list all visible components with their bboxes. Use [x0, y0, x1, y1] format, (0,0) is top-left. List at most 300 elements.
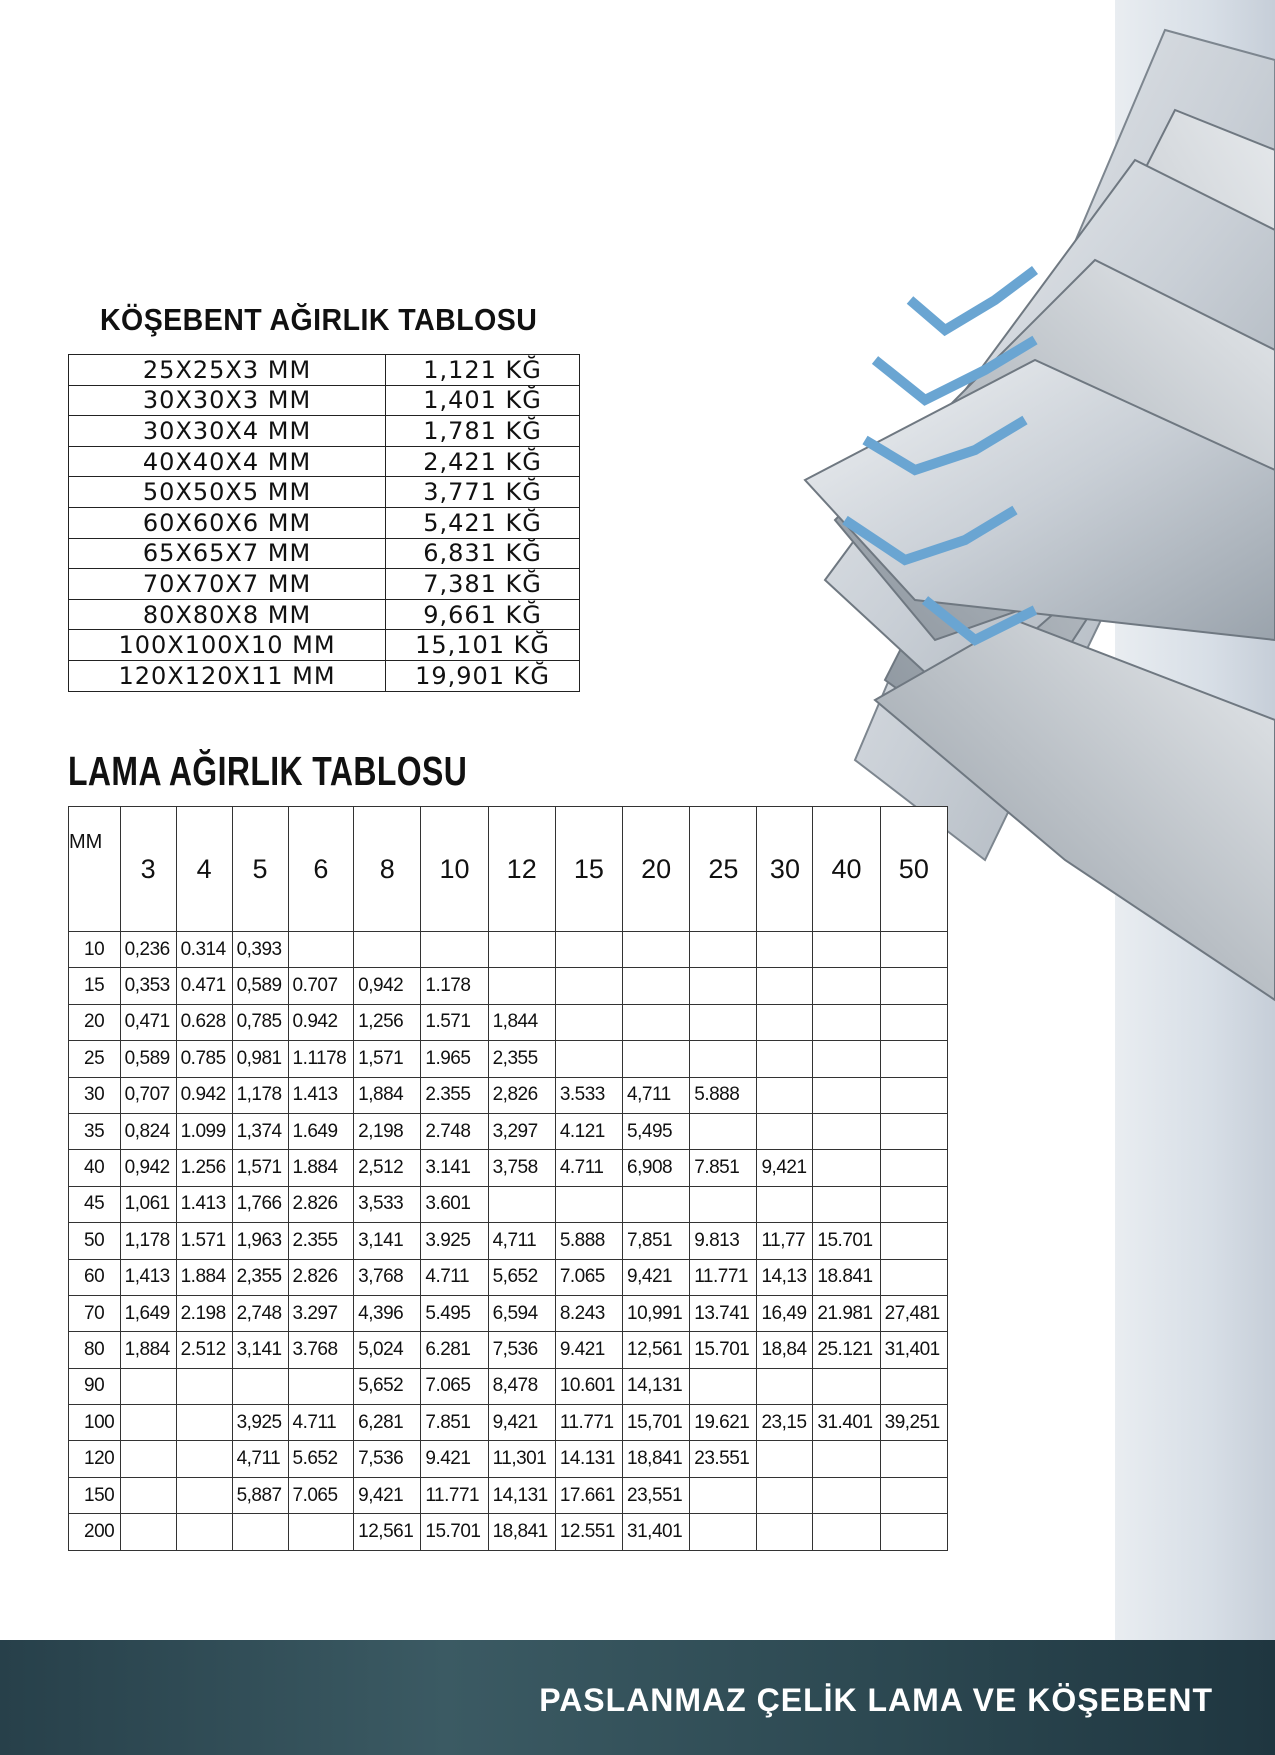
- lama-value-cell: 13.741: [690, 1295, 757, 1331]
- lama-value-cell: [120, 1405, 176, 1441]
- lama-value-cell: 2.748: [421, 1113, 488, 1149]
- lama-row: [69, 1004, 948, 1040]
- lama-value-cell: 3,768: [354, 1259, 421, 1295]
- lama-value-cell: 7.065: [421, 1368, 488, 1404]
- lama-value-cell: 0,353: [120, 968, 176, 1004]
- lama-value-cell: 18.841: [813, 1259, 880, 1295]
- lama-value-cell: 2,748: [232, 1295, 288, 1331]
- lama-value-cell: [757, 1186, 813, 1222]
- lama-value-cell: 0.628: [176, 1004, 232, 1040]
- lama-value-cell: 9.421: [421, 1441, 488, 1477]
- lama-value-cell: 1.965: [421, 1041, 488, 1077]
- lama-row-label: 70: [69, 1295, 121, 1331]
- lama-value-cell: 7.065: [555, 1259, 622, 1295]
- lama-value-cell: 23,551: [623, 1477, 690, 1513]
- lama-value-cell: [813, 1041, 880, 1077]
- lama-value-cell: 1.413: [288, 1077, 354, 1113]
- lama-value-cell: [176, 1514, 232, 1550]
- kosebent-size-cell: 30X30X3 MM: [69, 385, 386, 416]
- lama-column-header: 4: [176, 807, 232, 932]
- kosebent-weight-cell: 6,831 KĞ: [386, 538, 580, 569]
- lama-row-label: 40: [69, 1150, 121, 1186]
- lama-value-cell: 23,15: [757, 1405, 813, 1441]
- lama-value-cell: [488, 968, 555, 1004]
- lama-value-cell: 18,84: [757, 1332, 813, 1368]
- lama-row-label: 20: [69, 1004, 121, 1040]
- lama-value-cell: 2,198: [354, 1113, 421, 1149]
- lama-column-header: 15: [555, 807, 622, 932]
- lama-value-cell: 23.551: [690, 1441, 757, 1477]
- lama-value-cell: 2,826: [488, 1077, 555, 1113]
- lama-value-cell: [690, 968, 757, 1004]
- lama-value-cell: [813, 932, 880, 968]
- lama-value-cell: [120, 1477, 176, 1513]
- lama-value-cell: 5,495: [623, 1113, 690, 1149]
- lama-value-cell: 1.884: [288, 1150, 354, 1186]
- lama-value-cell: [880, 1113, 947, 1149]
- lama-value-cell: 5.888: [690, 1077, 757, 1113]
- lama-value-cell: 4.121: [555, 1113, 622, 1149]
- kosebent-row: [69, 538, 580, 569]
- lama-value-cell: [690, 1514, 757, 1550]
- lama-value-cell: [813, 1004, 880, 1040]
- kosebent-row: [69, 569, 580, 600]
- kosebent-weight-cell: 1,401 KĞ: [386, 385, 580, 416]
- lama-row-label: 45: [69, 1186, 121, 1222]
- lama-value-cell: [555, 1041, 622, 1077]
- kosebent-weight-cell: 3,771 KĞ: [386, 477, 580, 508]
- kosebent-row: [69, 416, 580, 447]
- lama-value-cell: 3,297: [488, 1113, 555, 1149]
- lama-row: [69, 1368, 948, 1404]
- lama-row-label: 25: [69, 1041, 121, 1077]
- lama-column-header: 5: [232, 807, 288, 932]
- lama-value-cell: [813, 1186, 880, 1222]
- lama-value-cell: 3,925: [232, 1405, 288, 1441]
- kosebent-weight-cell: 2,421 KĞ: [386, 446, 580, 477]
- lama-value-cell: 1.1178: [288, 1041, 354, 1077]
- lama-row: [69, 1041, 948, 1077]
- lama-row: [69, 1223, 948, 1259]
- lama-column-header: 12: [488, 807, 555, 932]
- lama-value-cell: [757, 1368, 813, 1404]
- lama-value-cell: [690, 1186, 757, 1222]
- lama-value-cell: [354, 932, 421, 968]
- lama-value-cell: 15,701: [623, 1405, 690, 1441]
- lama-value-cell: [757, 1041, 813, 1077]
- lama-value-cell: [813, 1150, 880, 1186]
- lama-value-cell: [813, 968, 880, 1004]
- lama-value-cell: [232, 1368, 288, 1404]
- lama-value-cell: 2,512: [354, 1150, 421, 1186]
- lama-value-cell: 5.888: [555, 1223, 622, 1259]
- lama-value-cell: 2.512: [176, 1332, 232, 1368]
- lama-column-header: 30: [757, 807, 813, 932]
- lama-value-cell: [690, 932, 757, 968]
- lama-value-cell: [176, 1441, 232, 1477]
- lama-value-cell: 1.099: [176, 1113, 232, 1149]
- lama-row-label: 120: [69, 1441, 121, 1477]
- lama-value-cell: 14,131: [488, 1477, 555, 1513]
- lama-value-cell: 9,421: [757, 1150, 813, 1186]
- lama-row-label: 200: [69, 1514, 121, 1550]
- lama-value-cell: 1.649: [288, 1113, 354, 1149]
- lama-value-cell: [757, 1077, 813, 1113]
- lama-value-cell: 0,589: [232, 968, 288, 1004]
- lama-value-cell: 0.707: [288, 968, 354, 1004]
- lama-value-cell: 5,024: [354, 1332, 421, 1368]
- lama-value-cell: [288, 1368, 354, 1404]
- lama-value-cell: 11.771: [421, 1477, 488, 1513]
- lama-row: [69, 1077, 948, 1113]
- lama-value-cell: 10.601: [555, 1368, 622, 1404]
- lama-value-cell: [813, 1113, 880, 1149]
- lama-value-cell: [690, 1041, 757, 1077]
- lama-header-row: [69, 807, 948, 932]
- lama-value-cell: 6,594: [488, 1295, 555, 1331]
- lama-value-cell: 8.243: [555, 1295, 622, 1331]
- kosebent-size-cell: 70X70X7 MM: [69, 569, 386, 600]
- lama-value-cell: 16,49: [757, 1295, 813, 1331]
- lama-value-cell: [176, 1477, 232, 1513]
- lama-row: [69, 1150, 948, 1186]
- lama-value-cell: [880, 1223, 947, 1259]
- lama-row-label: 100: [69, 1405, 121, 1441]
- kosebent-size-cell: 80X80X8 MM: [69, 599, 386, 630]
- lama-value-cell: [555, 1004, 622, 1040]
- kosebent-row: [69, 355, 580, 386]
- lama-value-cell: 1,178: [120, 1223, 176, 1259]
- lama-value-cell: 14.131: [555, 1441, 622, 1477]
- lama-column-header: 20: [623, 807, 690, 932]
- lama-value-cell: 3,141: [232, 1332, 288, 1368]
- lama-row-label: 150: [69, 1477, 121, 1513]
- lama-value-cell: [880, 1259, 947, 1295]
- lama-value-cell: 7.851: [690, 1150, 757, 1186]
- lama-value-cell: 2.355: [288, 1223, 354, 1259]
- lama-column-header: 50: [880, 807, 947, 932]
- lama-value-cell: 8,478: [488, 1368, 555, 1404]
- lama-value-cell: 17.661: [555, 1477, 622, 1513]
- lama-value-cell: [880, 932, 947, 968]
- kosebent-weight-cell: 19,901 KĞ: [386, 660, 580, 691]
- lama-value-cell: 1.571: [421, 1004, 488, 1040]
- lama-value-cell: [757, 932, 813, 968]
- lama-value-cell: [757, 1514, 813, 1550]
- lama-value-cell: 0,785: [232, 1004, 288, 1040]
- lama-value-cell: [813, 1441, 880, 1477]
- lama-value-cell: [880, 968, 947, 1004]
- lama-value-cell: 7.065: [288, 1477, 354, 1513]
- lama-value-cell: 11,77: [757, 1223, 813, 1259]
- lama-value-cell: 31.401: [813, 1405, 880, 1441]
- lama-row: [69, 1113, 948, 1149]
- lama-value-cell: 0,589: [120, 1041, 176, 1077]
- lama-value-cell: 15.701: [813, 1223, 880, 1259]
- lama-value-cell: 7.851: [421, 1405, 488, 1441]
- lama-row: [69, 1259, 948, 1295]
- lama-value-cell: [880, 1441, 947, 1477]
- lama-value-cell: 15.701: [421, 1514, 488, 1550]
- lama-value-cell: [176, 1368, 232, 1404]
- lama-value-cell: 4,396: [354, 1295, 421, 1331]
- lama-value-cell: 31,401: [880, 1332, 947, 1368]
- lama-value-cell: [488, 932, 555, 968]
- lama-value-cell: 6,908: [623, 1150, 690, 1186]
- lama-row-label: 15: [69, 968, 121, 1004]
- lama-value-cell: 12,561: [623, 1332, 690, 1368]
- kosebent-size-cell: 65X65X7 MM: [69, 538, 386, 569]
- lama-value-cell: 3,758: [488, 1150, 555, 1186]
- lama-value-cell: 25.121: [813, 1332, 880, 1368]
- lama-value-cell: 7,536: [354, 1441, 421, 1477]
- lama-value-cell: 0,942: [120, 1150, 176, 1186]
- lama-value-cell: 4.711: [288, 1405, 354, 1441]
- lama-value-cell: 3,141: [354, 1223, 421, 1259]
- lama-value-cell: [880, 1368, 947, 1404]
- kosebent-size-cell: 120X120X11 MM: [69, 660, 386, 691]
- lama-row: [69, 968, 948, 1004]
- lama-value-cell: 27,481: [880, 1295, 947, 1331]
- lama-value-cell: [690, 1368, 757, 1404]
- lama-value-cell: 11.771: [690, 1259, 757, 1295]
- lama-value-cell: 4,711: [623, 1077, 690, 1113]
- lama-value-cell: 15.701: [690, 1332, 757, 1368]
- lama-value-cell: 0.942: [288, 1004, 354, 1040]
- lama-value-cell: [813, 1368, 880, 1404]
- lama-value-cell: 1.884: [176, 1259, 232, 1295]
- kosebent-row: [69, 446, 580, 477]
- kosebent-row: [69, 477, 580, 508]
- lama-row-label: 10: [69, 932, 121, 968]
- lama-row: [69, 1405, 948, 1441]
- lama-value-cell: [623, 932, 690, 968]
- lama-value-cell: 7,851: [623, 1223, 690, 1259]
- lama-value-cell: 3.533: [555, 1077, 622, 1113]
- lama-value-cell: 1.256: [176, 1150, 232, 1186]
- lama-value-cell: [555, 1186, 622, 1222]
- lama-column-header: 8: [354, 807, 421, 932]
- lama-value-cell: 12,561: [354, 1514, 421, 1550]
- lama-column-header: 3: [120, 807, 176, 932]
- lama-value-cell: 5.495: [421, 1295, 488, 1331]
- lama-value-cell: 2.198: [176, 1295, 232, 1331]
- lama-value-cell: 18,841: [623, 1441, 690, 1477]
- lama-value-cell: 3.297: [288, 1295, 354, 1331]
- lama-row-label: 30: [69, 1077, 121, 1113]
- lama-value-cell: 11,301: [488, 1441, 555, 1477]
- lama-value-cell: 0,942: [354, 968, 421, 1004]
- lama-value-cell: 1,571: [232, 1150, 288, 1186]
- lama-value-cell: [880, 1186, 947, 1222]
- lama-value-cell: [757, 1004, 813, 1040]
- lama-value-cell: 9.813: [690, 1223, 757, 1259]
- lama-value-cell: [421, 932, 488, 968]
- lama-value-cell: 9,421: [354, 1477, 421, 1513]
- lama-value-cell: [690, 1113, 757, 1149]
- lama-value-cell: 5,652: [488, 1259, 555, 1295]
- kosebent-weight-cell: 1,121 KĞ: [386, 355, 580, 386]
- lama-value-cell: 1.571: [176, 1223, 232, 1259]
- lama-value-cell: [880, 1077, 947, 1113]
- lama-value-cell: [880, 1150, 947, 1186]
- lama-row: [69, 1477, 948, 1513]
- lama-row-label: 50: [69, 1223, 121, 1259]
- kosebent-size-cell: 40X40X4 MM: [69, 446, 386, 477]
- lama-value-cell: [757, 1113, 813, 1149]
- lama-value-cell: [813, 1077, 880, 1113]
- lama-value-cell: 14,131: [623, 1368, 690, 1404]
- lama-value-cell: [232, 1514, 288, 1550]
- lama-value-cell: 0,824: [120, 1113, 176, 1149]
- lama-value-cell: [880, 1004, 947, 1040]
- lama-value-cell: 9.421: [555, 1332, 622, 1368]
- lama-value-cell: 19.621: [690, 1405, 757, 1441]
- kosebent-size-cell: 60X60X6 MM: [69, 507, 386, 538]
- lama-value-cell: 5.652: [288, 1441, 354, 1477]
- lama-value-cell: 1,413: [120, 1259, 176, 1295]
- lama-value-cell: [623, 1186, 690, 1222]
- lama-value-cell: 1,571: [354, 1041, 421, 1077]
- lama-value-cell: 4,711: [488, 1223, 555, 1259]
- lama-value-cell: [555, 932, 622, 968]
- lama-row-label: 60: [69, 1259, 121, 1295]
- lama-row-label: 80: [69, 1332, 121, 1368]
- lama-value-cell: [288, 932, 354, 968]
- lama-corner-label: MM: [69, 807, 121, 932]
- kosebent-weight-cell: 1,781 KĞ: [386, 416, 580, 447]
- lama-value-cell: [757, 968, 813, 1004]
- lama-value-cell: 0,471: [120, 1004, 176, 1040]
- kosebent-title: KÖŞEBENT AĞIRLIK TABLOSU: [100, 302, 538, 337]
- lama-value-cell: [880, 1477, 947, 1513]
- lama-value-cell: 0,236: [120, 932, 176, 968]
- lama-value-cell: 2.826: [288, 1186, 354, 1222]
- lama-column-header: 10: [421, 807, 488, 932]
- lama-value-cell: 6,281: [354, 1405, 421, 1441]
- kosebent-row: [69, 630, 580, 661]
- lama-value-cell: 4.711: [421, 1259, 488, 1295]
- lama-value-cell: [488, 1186, 555, 1222]
- lama-value-cell: 0.314: [176, 932, 232, 968]
- lama-value-cell: 14,13: [757, 1259, 813, 1295]
- kosebent-row: [69, 507, 580, 538]
- lama-row-label: 35: [69, 1113, 121, 1149]
- lama-row: [69, 1186, 948, 1222]
- lama-value-cell: 2.826: [288, 1259, 354, 1295]
- lama-row-label: 90: [69, 1368, 121, 1404]
- lama-value-cell: [555, 968, 622, 1004]
- lama-value-cell: 1,884: [120, 1332, 176, 1368]
- lama-value-cell: 0.942: [176, 1077, 232, 1113]
- lama-column-header: 6: [288, 807, 354, 932]
- lama-title: LAMA AĞIRLIK TABLOSU: [68, 748, 468, 794]
- lama-value-cell: 9,421: [488, 1405, 555, 1441]
- lama-value-cell: 12.551: [555, 1514, 622, 1550]
- lama-column-header: 25: [690, 807, 757, 932]
- lama-value-cell: [120, 1441, 176, 1477]
- lama-value-cell: [690, 1477, 757, 1513]
- lama-column-header: 40: [813, 807, 880, 932]
- lama-value-cell: 5,652: [354, 1368, 421, 1404]
- lama-value-cell: 2,355: [232, 1259, 288, 1295]
- kosebent-row: [69, 660, 580, 691]
- lama-value-cell: [880, 1041, 947, 1077]
- kosebent-weight-cell: 5,421 KĞ: [386, 507, 580, 538]
- lama-value-cell: [120, 1514, 176, 1550]
- lama-value-cell: 4,711: [232, 1441, 288, 1477]
- lama-value-cell: [288, 1514, 354, 1550]
- lama-weight-table: [68, 806, 948, 1551]
- lama-value-cell: [176, 1405, 232, 1441]
- lama-value-cell: 1,374: [232, 1113, 288, 1149]
- lama-row: [69, 1514, 948, 1550]
- lama-value-cell: 0,393: [232, 932, 288, 968]
- kosebent-size-cell: 100X100X10 MM: [69, 630, 386, 661]
- lama-value-cell: 1,963: [232, 1223, 288, 1259]
- lama-value-cell: 2,355: [488, 1041, 555, 1077]
- lama-value-cell: 1,061: [120, 1186, 176, 1222]
- lama-value-cell: 39,251: [880, 1405, 947, 1441]
- lama-value-cell: 4.711: [555, 1150, 622, 1186]
- kosebent-weight-cell: 7,381 KĞ: [386, 569, 580, 600]
- lama-row: [69, 1332, 948, 1368]
- lama-value-cell: [623, 1041, 690, 1077]
- kosebent-size-cell: 30X30X4 MM: [69, 416, 386, 447]
- footer-title: PASLANMAZ ÇELİK LAMA VE KÖŞEBENT: [539, 1682, 1213, 1718]
- lama-value-cell: 3.601: [421, 1186, 488, 1222]
- lama-value-cell: [813, 1514, 880, 1550]
- lama-value-cell: [880, 1514, 947, 1550]
- kosebent-weight-cell: 9,661 KĞ: [386, 599, 580, 630]
- lama-value-cell: [623, 968, 690, 1004]
- lama-row: [69, 1441, 948, 1477]
- lama-value-cell: 2.355: [421, 1077, 488, 1113]
- lama-value-cell: 1,766: [232, 1186, 288, 1222]
- kosebent-size-cell: 50X50X5 MM: [69, 477, 386, 508]
- lama-value-cell: 21.981: [813, 1295, 880, 1331]
- lama-value-cell: 18,841: [488, 1514, 555, 1550]
- lama-value-cell: 1,256: [354, 1004, 421, 1040]
- lama-value-cell: [120, 1368, 176, 1404]
- lama-value-cell: 11.771: [555, 1405, 622, 1441]
- lama-value-cell: 10,991: [623, 1295, 690, 1331]
- lama-value-cell: 3.768: [288, 1332, 354, 1368]
- lama-row: [69, 932, 948, 968]
- lama-value-cell: [757, 1477, 813, 1513]
- lama-value-cell: 1.413: [176, 1186, 232, 1222]
- kosebent-size-cell: 25X25X3 MM: [69, 355, 386, 386]
- lama-value-cell: 1,884: [354, 1077, 421, 1113]
- lama-value-cell: [623, 1004, 690, 1040]
- lama-value-cell: 1,649: [120, 1295, 176, 1331]
- lama-value-cell: 31,401: [623, 1514, 690, 1550]
- lama-value-cell: 1,844: [488, 1004, 555, 1040]
- lama-value-cell: 7,536: [488, 1332, 555, 1368]
- lama-value-cell: 0.785: [176, 1041, 232, 1077]
- lama-row: [69, 1295, 948, 1331]
- lama-value-cell: [813, 1477, 880, 1513]
- lama-value-cell: 1,178: [232, 1077, 288, 1113]
- lama-value-cell: 0,981: [232, 1041, 288, 1077]
- lama-value-cell: 6.281: [421, 1332, 488, 1368]
- kosebent-row: [69, 599, 580, 630]
- kosebent-row: [69, 385, 580, 416]
- lama-value-cell: 0,707: [120, 1077, 176, 1113]
- lama-value-cell: [690, 1004, 757, 1040]
- kosebent-weight-cell: 15,101 KĞ: [386, 630, 580, 661]
- lama-value-cell: 3,533: [354, 1186, 421, 1222]
